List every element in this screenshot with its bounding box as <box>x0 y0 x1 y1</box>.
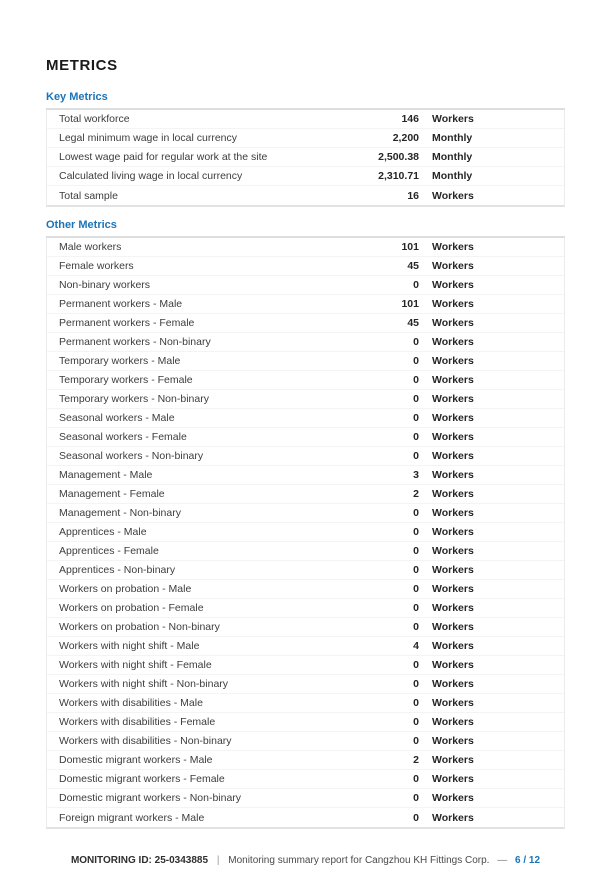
metric-label: Workers with disabilities - Male <box>59 697 203 709</box>
metric-row <box>47 466 564 485</box>
footer-separator: | <box>216 855 220 866</box>
metric-label: Workers with night shift - Female <box>59 659 212 671</box>
metric-value: 0 <box>413 545 419 557</box>
metric-value: 0 <box>413 697 419 709</box>
metric-label: Domestic migrant workers - Female <box>59 773 225 785</box>
metric-label: Seasonal workers - Non-binary <box>59 450 204 462</box>
metric-row <box>47 409 564 428</box>
report-title: Monitoring summary report for Cangzhou KH Fittings Corp. <box>228 855 490 866</box>
page-footer <box>46 845 565 866</box>
metric-value: 0 <box>413 412 419 424</box>
metric-unit: Workers <box>432 564 474 576</box>
metric-row <box>47 110 564 129</box>
metric-label: Legal minimum wage in local currency <box>59 132 237 144</box>
metric-row <box>47 148 564 167</box>
metric-unit: Workers <box>432 298 474 310</box>
metric-label: Apprentices - Non-binary <box>59 564 176 576</box>
metric-label: Total workforce <box>59 113 130 125</box>
metric-label: Seasonal workers - Male <box>59 412 175 424</box>
monitoring-id-value: 25-0343885 <box>154 855 209 866</box>
metric-label: Temporary workers - Male <box>59 355 181 367</box>
metric-unit: Workers <box>432 412 474 424</box>
metric-value: 0 <box>413 811 419 824</box>
metric-label: Domestic migrant workers - Male <box>59 754 213 766</box>
footer-dash: — <box>497 855 508 866</box>
metric-row <box>47 167 564 186</box>
metric-value: 16 <box>407 189 419 202</box>
metric-unit: Workers <box>432 279 474 291</box>
metric-value: 0 <box>413 450 419 462</box>
metric-unit: Workers <box>432 113 474 125</box>
page-number: 6 / 12 <box>515 855 541 866</box>
metric-label: Workers with disabilities - Non-binary <box>59 735 232 747</box>
metric-row <box>47 523 564 542</box>
metric-row <box>47 129 564 148</box>
metric-value: 0 <box>413 355 419 367</box>
metric-unit: Workers <box>432 545 474 557</box>
metric-row <box>47 561 564 580</box>
metric-label: Temporary workers - Female <box>59 374 193 386</box>
metric-unit: Workers <box>432 754 474 766</box>
metric-value: 0 <box>413 279 419 291</box>
section-heading: Key Metrics <box>46 91 565 110</box>
metric-unit: Workers <box>432 507 474 519</box>
metric-label: Management - Non-binary <box>59 507 181 519</box>
metric-label: Workers on probation - Non-binary <box>59 621 220 633</box>
metrics-table <box>46 238 565 829</box>
metric-unit: Workers <box>432 336 474 348</box>
metric-row <box>47 770 564 789</box>
metric-value: 2,200 <box>392 132 419 144</box>
metric-row <box>47 371 564 390</box>
monitoring-id-label: MONITORING ID: <box>70 855 152 866</box>
metric-label: Workers with night shift - Male <box>59 640 200 652</box>
metric-value: 0 <box>413 678 419 690</box>
metric-label: Management - Male <box>59 469 153 481</box>
metric-unit: Workers <box>432 602 474 614</box>
metric-value: 45 <box>407 317 419 329</box>
metric-value: 2,310.71 <box>378 170 419 182</box>
metric-row <box>47 485 564 504</box>
metric-row <box>47 333 564 352</box>
metric-label: Permanent workers - Non-binary <box>59 336 211 348</box>
metric-label: Apprentices - Male <box>59 526 147 538</box>
metric-row <box>47 656 564 675</box>
metric-row <box>47 808 564 827</box>
metric-row <box>47 637 564 656</box>
metric-row <box>47 713 564 732</box>
metric-label: Male workers <box>59 241 122 253</box>
metric-unit: Workers <box>432 374 474 386</box>
metric-value: 0 <box>413 564 419 576</box>
metric-unit: Workers <box>432 526 474 538</box>
metric-unit: Workers <box>432 488 474 500</box>
metric-value: 0 <box>413 431 419 443</box>
metric-unit: Workers <box>432 260 474 272</box>
metric-unit: Monthly <box>432 170 473 182</box>
metric-value: 0 <box>413 735 419 747</box>
metric-row <box>47 186 564 205</box>
metrics-table <box>46 110 565 207</box>
metric-value: 0 <box>413 583 419 595</box>
metric-row <box>47 276 564 295</box>
metric-unit: Workers <box>432 811 474 824</box>
metric-row <box>47 751 564 770</box>
metric-value: 101 <box>401 241 419 253</box>
metric-unit: Workers <box>432 621 474 633</box>
metric-unit: Workers <box>432 431 474 443</box>
metric-value: 0 <box>413 792 419 804</box>
metric-row <box>47 352 564 371</box>
metric-row <box>47 390 564 409</box>
metric-row <box>47 694 564 713</box>
metric-unit: Workers <box>432 241 474 253</box>
metric-label: Workers on probation - Female <box>59 602 204 614</box>
metric-unit: Workers <box>432 678 474 690</box>
metric-row <box>47 542 564 561</box>
metric-value: 3 <box>413 469 419 481</box>
metric-label: Foreign migrant workers - Male <box>59 811 205 824</box>
metric-value: 0 <box>413 393 419 405</box>
metrics-section <box>46 91 565 207</box>
metric-row <box>47 238 564 257</box>
metric-row <box>47 428 564 447</box>
metric-value: 101 <box>401 298 419 310</box>
metric-unit: Workers <box>432 317 474 329</box>
metric-value: 0 <box>413 621 419 633</box>
metric-row <box>47 447 564 466</box>
metric-row <box>47 580 564 599</box>
metric-value: 2 <box>413 754 419 766</box>
metric-row <box>47 789 564 808</box>
metric-label: Apprentices - Female <box>59 545 159 557</box>
metric-label: Non-binary workers <box>59 279 151 291</box>
metric-unit: Workers <box>432 716 474 728</box>
metric-label: Workers with night shift - Non-binary <box>59 678 229 690</box>
metric-unit: Workers <box>432 469 474 481</box>
metric-value: 0 <box>413 602 419 614</box>
metric-row <box>47 257 564 276</box>
metric-label: Workers on probation - Male <box>59 583 192 595</box>
metric-unit: Workers <box>432 640 474 652</box>
metric-label: Female workers <box>59 260 134 272</box>
metrics-section <box>46 219 565 829</box>
metric-unit: Workers <box>432 792 474 804</box>
metric-label: Management - Female <box>59 488 165 500</box>
metric-unit: Workers <box>432 659 474 671</box>
metric-label: Calculated living wage in local currency <box>59 170 243 182</box>
metric-label: Permanent workers - Female <box>59 317 195 329</box>
metric-value: 0 <box>413 336 419 348</box>
metric-row <box>47 504 564 523</box>
metric-value: 0 <box>413 773 419 785</box>
metric-value: 0 <box>413 374 419 386</box>
page-title: METRICS <box>46 57 118 74</box>
metric-value: 2,500.38 <box>378 151 419 163</box>
metric-label: Permanent workers - Male <box>59 298 183 310</box>
metric-value: 45 <box>407 260 419 272</box>
metric-unit: Monthly <box>432 151 473 163</box>
metric-label: Workers with disabilities - Female <box>59 716 216 728</box>
metric-unit: Workers <box>432 355 474 367</box>
metric-row <box>47 599 564 618</box>
metric-unit: Workers <box>432 735 474 747</box>
metric-row <box>47 295 564 314</box>
metric-unit: Workers <box>432 697 474 709</box>
metric-value: 4 <box>413 640 419 652</box>
sections <box>46 91 565 841</box>
metric-label: Temporary workers - Non-binary <box>59 393 209 405</box>
metric-label: Domestic migrant workers - Non-binary <box>59 792 242 804</box>
metric-unit: Monthly <box>432 132 473 144</box>
metric-label: Lowest wage paid for regular work at the site <box>59 151 268 163</box>
metric-row <box>47 732 564 751</box>
metric-value: 146 <box>401 113 419 125</box>
metric-unit: Workers <box>432 189 474 202</box>
metric-unit: Workers <box>432 773 474 785</box>
metric-label: Seasonal workers - Female <box>59 431 187 443</box>
metric-row <box>47 314 564 333</box>
metric-value: 0 <box>413 526 419 538</box>
metric-row <box>47 675 564 694</box>
metric-value: 0 <box>413 507 419 519</box>
metric-unit: Workers <box>432 583 474 595</box>
metric-value: 0 <box>413 716 419 728</box>
metric-unit: Workers <box>432 393 474 405</box>
metric-value: 0 <box>413 659 419 671</box>
metric-value: 2 <box>413 488 419 500</box>
section-heading: Other Metrics <box>46 219 565 238</box>
metric-label: Total sample <box>59 189 118 202</box>
metric-unit: Workers <box>432 450 474 462</box>
metric-row <box>47 618 564 637</box>
